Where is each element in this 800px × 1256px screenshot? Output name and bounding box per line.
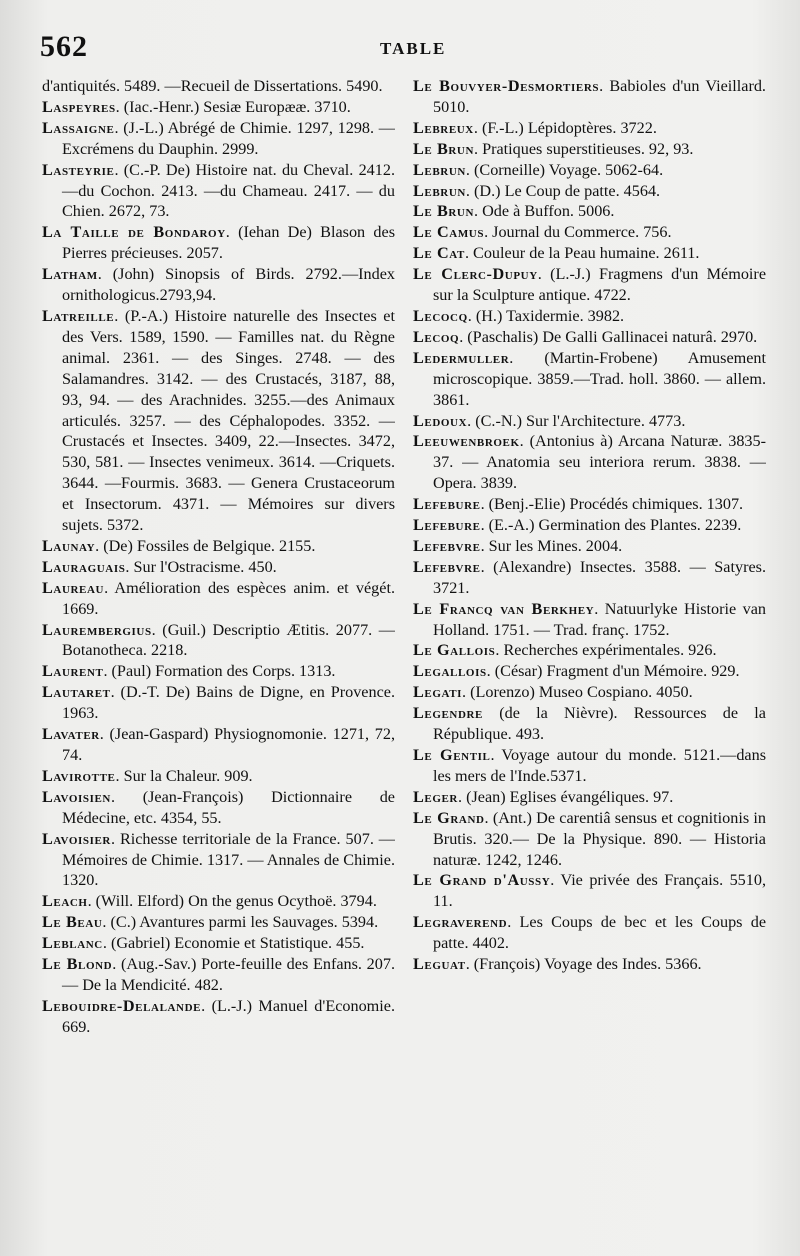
index-entry — [413, 912, 766, 954]
index-entry — [413, 243, 766, 264]
entry-author: Le Beau — [42, 913, 103, 932]
entry-text: . (Paul) Formation des Corps. 1313. — [103, 662, 336, 681]
index-entry — [42, 787, 395, 829]
entry-author: Le Gallois — [413, 641, 496, 660]
index-entry — [413, 76, 766, 118]
entry-text: . (E.-A.) Germination des Plantes. 2239. — [480, 516, 742, 535]
entry-author: Lasteyrie — [42, 160, 115, 179]
entry-text: . Pratiques superstitieuses. 92, 93. — [474, 139, 694, 158]
entry-text: . (H.) Taxidermie. 3982. — [467, 306, 625, 325]
entry-text: . (Benj.-Elie) Procédés chimiques. 1307. — [480, 495, 744, 514]
index-entry — [42, 933, 395, 954]
index-entry — [413, 640, 766, 661]
index-entry — [413, 201, 766, 222]
entry-text: . (Aug.-Sav.) Porte-feuille des Enfans. 207. — De la Mendicité. 482. — [62, 955, 395, 994]
entry-author: Lebrun — [413, 160, 466, 179]
index-columns — [42, 76, 766, 1236]
entry-author: Lauraguais — [42, 557, 126, 576]
entry-text: . Ode à Buffon. 5006. — [474, 202, 615, 221]
entry-author: Legallois — [413, 662, 487, 681]
index-entry — [42, 76, 395, 97]
index-entry — [413, 160, 766, 181]
index-entry — [413, 431, 766, 494]
running-title: TABLE — [380, 39, 447, 58]
index-entry — [413, 327, 766, 348]
index-entry — [42, 912, 395, 933]
entry-text: . Voyage autour du monde. 5121.—dans les mers de l'Inde.5371. — [433, 746, 766, 785]
entry-author: Le Brun — [413, 202, 475, 221]
entry-text: . (Lorenzo) Museo Cospiano. 4050. — [462, 683, 693, 702]
entry-text: . Recherches expérimentales. 926. — [495, 641, 717, 660]
entry-text: . (Alexandre) Insectes. 3588. — Satyres. 3721. — [433, 557, 766, 597]
entry-author: Lefebure — [413, 516, 481, 535]
index-entry — [42, 682, 395, 724]
entry-author: Le Cat — [413, 244, 465, 263]
entry-author: Leblanc — [42, 934, 103, 953]
index-entry — [42, 578, 395, 620]
entry-text: . (François) Voyage des Indes. 5366. — [465, 955, 702, 974]
index-entry — [42, 661, 395, 682]
entry-author: Le Clerc-Dupuy — [413, 265, 538, 284]
entry-text: . (Antonius à) Arcana Naturæ. 3835-37. — Anatomia seu interiora rerum. 3838. — Opera. 3839. — [433, 432, 766, 493]
index-entry — [42, 306, 395, 536]
entry-author: Lefebvre — [413, 557, 481, 576]
index-entry — [413, 348, 766, 411]
entry-author: Lavoisier — [42, 829, 111, 848]
entry-author: Lebouidre-Delalande — [42, 996, 202, 1015]
entry-text: . Natuurlyke Historie van Holland. 1751. — Trad. franç. 1752. — [433, 599, 766, 639]
index-entry — [413, 703, 766, 745]
entry-text: . (C.) Avantures parmi les Sauvages. 5394. — [102, 913, 379, 932]
entry-author: Laurembergius — [42, 620, 152, 639]
entry-author: Latham — [42, 265, 98, 284]
index-entry — [42, 557, 395, 578]
entry-text: . (Guil.) Descriptio Ætitis. 2077. — Botanotheca. 2218. — [62, 620, 395, 660]
entry-author: Lefebvre — [413, 536, 481, 555]
index-entry — [42, 891, 395, 912]
entry-text: . (Iehan De) Blason des Pierres précieuses. 2057. — [62, 223, 395, 263]
entry-text: . (John) Sinopsis of Birds. 2792.—Index ornithologicus.2793,94. — [62, 265, 395, 305]
entry-author: Lecoq — [413, 327, 460, 346]
index-entry — [42, 222, 395, 264]
entry-text: . Richesse territoriale de la France. 507. — Mémoires de Chimie. 1317. — Annales de Chimie. 1320. — [62, 829, 395, 890]
entry-text: . Amélioration des espèces anim. et végét. 1669. — [62, 578, 395, 618]
index-entry — [413, 536, 766, 557]
entry-text: . Babioles d'un Vieillard. 5010. — [433, 77, 766, 116]
index-entry — [42, 996, 395, 1038]
entry-author: Le Grand d'Aussy — [413, 871, 551, 890]
entry-text: . (F.-L.) Lépidoptères. 3722. — [473, 118, 657, 137]
entry-text: . (Jean) Eglises évangéliques. 97. — [457, 787, 674, 806]
entry-text: . (L.-J.) Manuel d'Economie. 669. — [62, 996, 395, 1036]
index-entry — [413, 557, 766, 599]
index-entry — [413, 808, 766, 871]
entry-text: . Sur l'Ostracisme. 450. — [125, 557, 277, 576]
entry-text: . Les Coups de bec et les Coups de patte. 4402. — [433, 913, 766, 953]
entry-author: Legraverend — [413, 913, 508, 932]
entry-author: Leguat — [413, 955, 466, 974]
index-entry — [42, 829, 395, 892]
entry-author: Latreille — [42, 306, 115, 325]
entry-author: Lautaret — [42, 683, 111, 702]
index-entry — [42, 264, 395, 306]
index-entry — [413, 787, 766, 808]
index-entry — [413, 181, 766, 202]
page-number: 562 — [40, 30, 88, 63]
entry-text: . (Martin-Frobene) Amusement microscopique. 3859.—Trad. holl. 3860. — allem. 3861. — [433, 348, 766, 409]
entry-author: Le Francq van Berkhey — [413, 599, 595, 618]
index-entry — [413, 139, 766, 160]
entry-text: . (Ant.) De carentiâ sensus et cognitionis in Brutis. 320.— De la Physique. 890. — Historia naturæ. 1242, 1246. — [433, 808, 766, 869]
entry-text: (de la Nièvre). Ressources de la République. 493. — [433, 704, 766, 744]
index-entry — [413, 954, 766, 975]
entry-author: Lebrun — [413, 181, 466, 200]
entry-author: Laurent — [42, 662, 104, 681]
page-header — [40, 30, 760, 70]
index-entry — [413, 515, 766, 536]
index-entry — [42, 118, 395, 160]
left-column — [42, 76, 395, 1236]
entry-text: . (Corneille) Voyage. 5062-64. — [465, 160, 664, 179]
entry-text: . Couleur de la Peau humaine. 2611. — [464, 244, 700, 263]
index-entry — [42, 766, 395, 787]
index-entry — [413, 599, 766, 641]
entry-author: Le Camus — [413, 223, 485, 242]
entry-author: Lavoisien — [42, 787, 111, 806]
index-entry — [413, 494, 766, 515]
entry-text: d'antiquités. 5489. —Recueil de Dissertations. 5490. — [42, 77, 383, 95]
entry-text: . Journal du Commerce. 756. — [484, 223, 672, 242]
entry-text: . (Iac.-Henr.) Sesiæ Europææ. 3710. — [115, 97, 351, 116]
entry-author: Le Gentil — [413, 746, 491, 764]
index-entry — [413, 682, 766, 703]
index-entry — [413, 870, 766, 912]
entry-text: . (De) Fossiles de Belgique. 2155. — [95, 536, 316, 555]
entry-author: Lassaigne — [42, 118, 115, 137]
entry-text: . (D.-T. De) Bains de Digne, en Provence. 1963. — [62, 683, 395, 723]
entry-text: . (César) Fragment d'un Mémoire. 929. — [486, 662, 740, 681]
entry-author: Launay — [42, 536, 96, 555]
index-entry — [413, 118, 766, 139]
index-entry — [42, 536, 395, 557]
entry-author: Le Blond — [42, 955, 113, 974]
entry-text: . (J.-L.) Abrégé de Chimie. 1297, 1298. — Excrémens du Dauphin. 2999. — [62, 118, 395, 158]
index-entry — [413, 745, 766, 787]
entry-author: Legendre — [413, 704, 483, 723]
entry-author: Le Grand — [413, 808, 485, 827]
entry-author: Le Brun — [413, 139, 475, 158]
index-entry — [413, 661, 766, 682]
entry-text: . (C.-N.) Sur l'Architecture. 4773. — [467, 411, 686, 430]
entry-author: Ledermuller — [413, 348, 510, 367]
index-entry — [413, 222, 766, 243]
index-entry — [42, 620, 395, 662]
entry-author: Lecocq — [413, 306, 468, 325]
entry-text: . (Gabriel) Economie et Statistique. 455. — [102, 934, 365, 953]
entry-author: Ledoux — [413, 411, 468, 430]
index-entry — [42, 160, 395, 223]
entry-text: . (P.-A.) Histoire naturelle des Insectes et des Vers. 1589, 1590. — Familles nat. du Règne animal. 2361. — des Singes. 2748. — des Salamandres. 3142. — des Crustacés, 3187, 88, 93, 94. — des Arachnides. 3255.—des Animaux articulés. 3257. — des Céphalopodes. 3352. — Crustacés et Insectes. 3409, 22.—Insectes. 3472, 530, 581. — Insectes venimeux. 3614. —Criquets. 3644. —Fourmis. 3683. — Genera Crustaceorum et Insectorum. 4371. — Mémoires sur divers sujets. 5372. — [62, 306, 395, 535]
entry-author: Laureau — [42, 578, 105, 597]
entry-text: . (Jean-Gaspard) Physiognomonie. 1271, 72, 74. — [62, 725, 395, 764]
entry-text: . (L.-J.) Fragmens d'un Mémoire sur la Sculpture antique. 4722. — [433, 265, 766, 305]
entry-author: Lebreux — [413, 118, 474, 137]
entry-author: Lefebure — [413, 495, 481, 514]
entry-text: . (D.) Le Coup de patte. 4564. — [465, 181, 661, 200]
index-entry — [42, 724, 395, 766]
entry-text: . Sur la Chaleur. 909. — [115, 766, 253, 785]
index-entry — [42, 97, 395, 118]
entry-author: Legati — [413, 683, 463, 702]
entry-text: . (Will. Elford) On the genus Ocythoë. 3794. — [87, 892, 377, 911]
entry-author: Lavirotte — [42, 766, 116, 785]
entry-author: Leeuwenbroek — [413, 432, 520, 451]
index-entry — [413, 306, 766, 327]
entry-author: Le Bouvyer-Desmortiers — [413, 77, 600, 95]
entry-author: Leger — [413, 787, 458, 806]
entry-text: . (Jean-François) Dictionnaire de Médecine, etc. 4354, 55. — [62, 787, 395, 827]
entry-text: . Sur les Mines. 2004. — [480, 536, 623, 555]
entry-text: . Vie privée des Français. 5510, 11. — [433, 871, 766, 911]
index-entry — [42, 954, 395, 996]
entry-author: Laspeyres — [42, 97, 116, 116]
entry-author: Leach — [42, 892, 88, 911]
index-entry — [413, 264, 766, 306]
entry-text: . (C.-P. De) Histoire nat. du Cheval. 2412.—du Cochon. 2413. —du Chameau. 2417. — du Chien. 2672, 73. — [62, 160, 395, 221]
entry-author: Lavater — [42, 725, 100, 744]
right-column — [413, 76, 766, 1236]
entry-author: La Taille de Bondaroy — [42, 223, 226, 242]
index-entry — [413, 411, 766, 432]
entry-text: . (Paschalis) De Galli Gallinacei naturâ. 2970. — [459, 327, 758, 346]
